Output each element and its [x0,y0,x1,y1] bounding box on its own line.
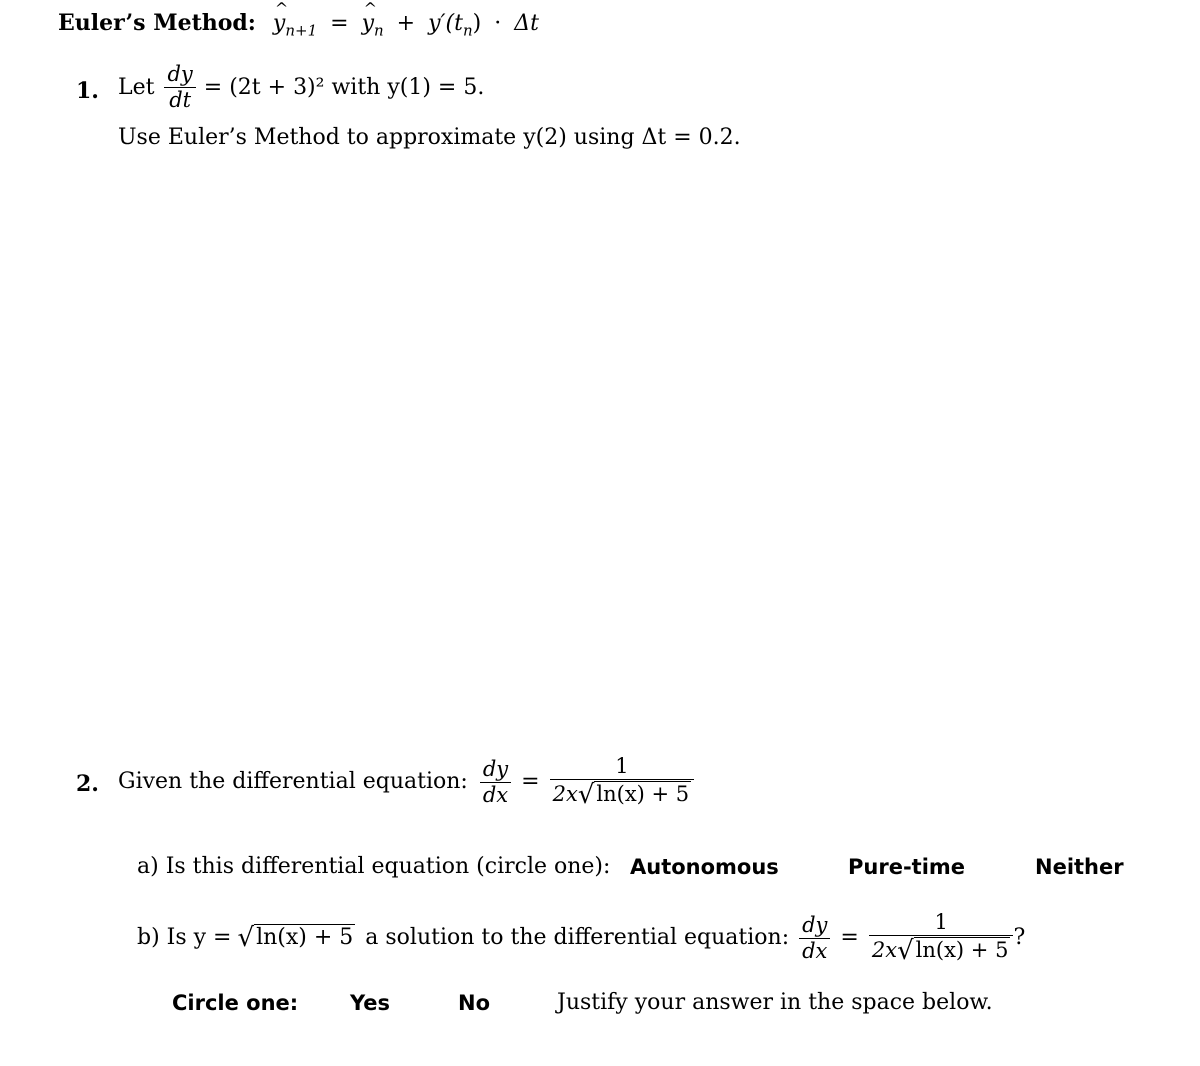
part-b-rhs-sqrt [897,938,1010,964]
formula-lhs-sub: n+1 [285,21,318,40]
problem1-derivative [164,64,195,111]
formula-lhs: ^ y [273,13,285,35]
problem2-sqrt [578,782,691,808]
formula-rhs2-sub: n [462,21,473,40]
sqrt-icon: √ [237,923,255,953]
formula-dt: Δt [514,11,539,36]
problem1-let: Let [118,74,155,100]
part-b-derivative [799,912,830,963]
problem2-intro: Given the differential equation: [118,769,468,794]
part-b-question-mark: ? [1013,925,1026,950]
part-b-rhs-den-prefix: 2x [871,938,898,962]
problem2-derivative [480,756,511,807]
part-b-eq: = [840,925,859,950]
choice-neither[interactable]: Neither [1035,855,1124,879]
sqrt-icon: √ [577,780,595,810]
part-a-label: a) Is this differential equation (circle one): [137,854,611,879]
part-b-radicand: ln(x) + 5 [256,925,354,950]
justify-instruction: Justify your answer in the space below. [557,990,993,1015]
part-b-sqrt [238,925,356,951]
part-b-rhs-fraction [869,912,1014,964]
part-b-label-start: b) Is y = [137,925,232,950]
part-b-frac-num: dy [802,912,828,937]
problem1-number: 1. [76,78,99,104]
choice-pure-time[interactable]: Pure-time [848,855,966,879]
choice-autonomous[interactable]: Autonomous [630,855,779,879]
header-title: Euler’s Method: [58,10,256,36]
header-formula [58,12,539,38]
problem2-number: 2. [76,771,99,797]
part-b-rhs-radicand: ln(x) + 5 [915,938,1009,962]
formula-eq: = [330,11,349,36]
formula-rhs2: y′(t [428,11,463,36]
problem2-rhs-den-prefix: 2x [552,782,578,806]
part-b-statement [137,912,1025,964]
choice-yes[interactable]: Yes [350,991,391,1015]
formula-rhs2-close: ) [472,11,482,36]
problem2-frac-num: dy [482,756,509,781]
problem2-rhs-num: 1 [615,754,629,778]
problem2-statement [118,756,694,808]
choice-no[interactable]: No [458,991,491,1015]
part-b-frac-den: dx [802,938,828,963]
problem2-frac-den: dx [482,782,509,807]
circle-one-label: Circle one: [172,991,299,1015]
problem1-instruction: Use Euler’s Method to approximate y(2) using Δt = 0.2. [118,125,741,150]
problem2-eq: = [521,769,540,794]
formula-plus: + [396,11,416,36]
part-b-label-mid: a solution to the differential equation: [365,925,790,950]
problem1-frac-num: dy [167,62,193,86]
problem2-rhs-fraction [550,756,695,808]
part-b-rhs-num: 1 [934,910,948,934]
problem2-radicand: ln(x) + 5 [596,782,690,806]
problem1-statement [118,64,484,111]
sqrt-icon: √ [897,936,914,966]
formula-rhs1: ^ y [362,13,374,35]
formula-rhs1-sub: n [374,21,384,40]
problem1-frac-den: dt [169,88,192,112]
problem1-rhs: = (2t + 3)² with y(1) = 5. [203,74,485,100]
formula-dot: · [494,11,502,36]
problem2-rhs-den [550,780,695,808]
part-b-rhs-den [869,936,1014,964]
